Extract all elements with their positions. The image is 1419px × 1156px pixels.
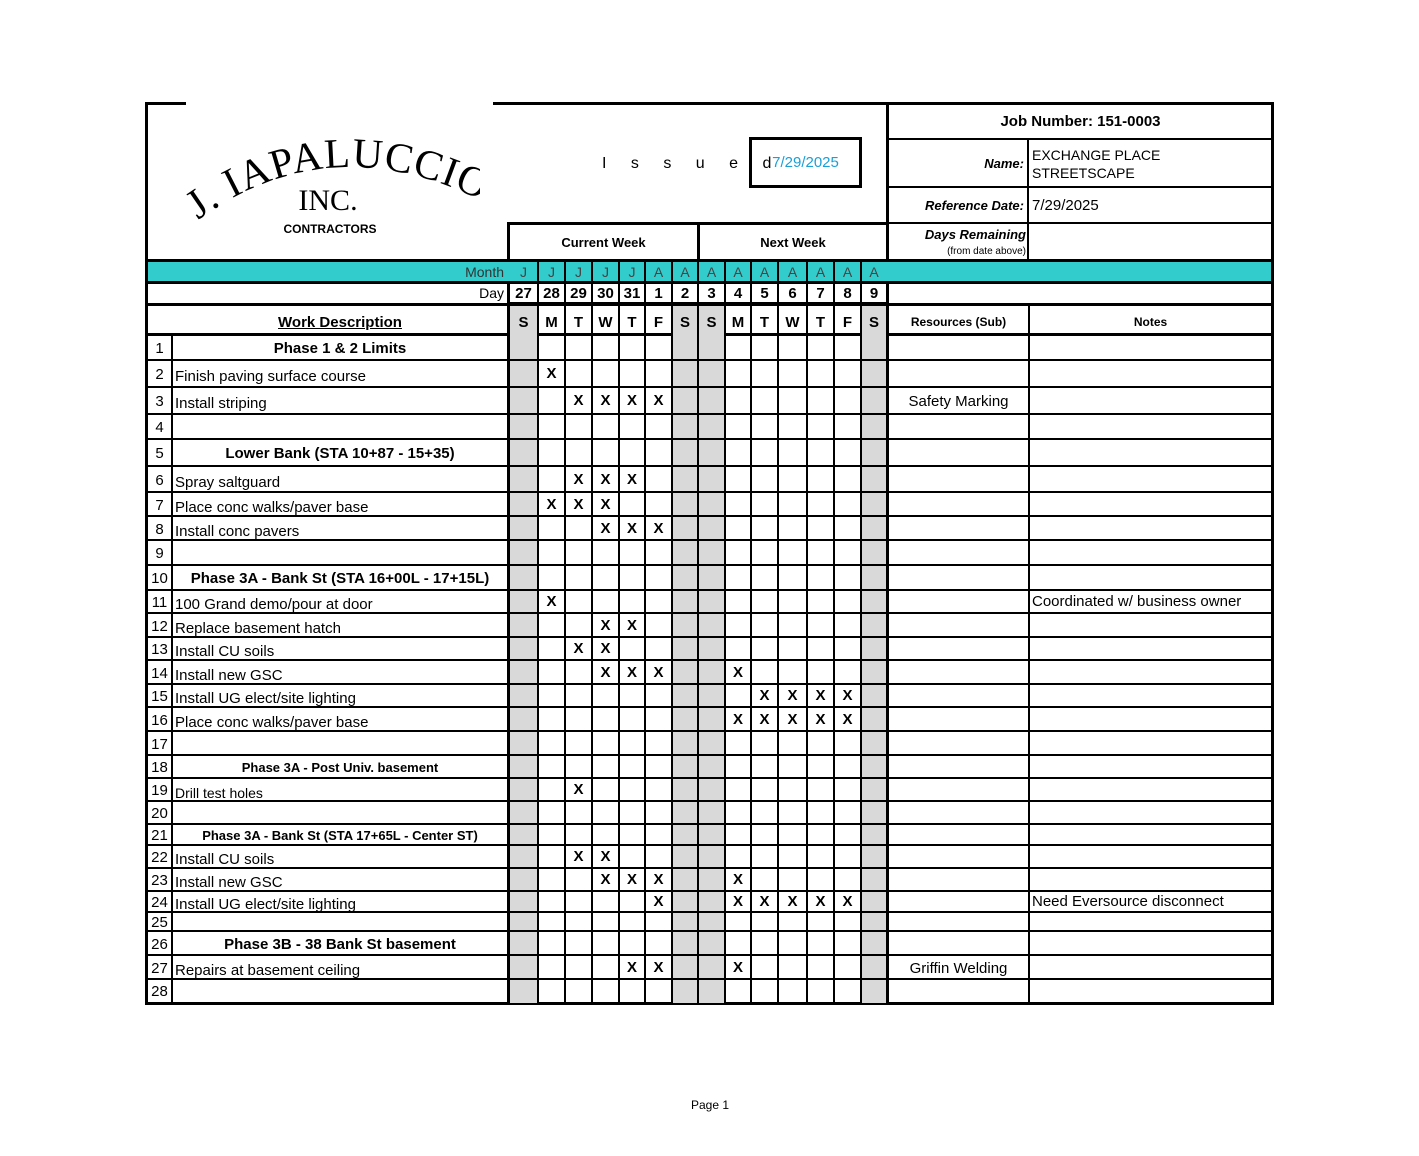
phase-heading: Phase 3B - 38 Bank St basement: [224, 935, 456, 953]
day-number-cell: 5: [760, 284, 769, 302]
row-number: 18: [151, 759, 168, 776]
schedule-mark: X: [573, 848, 584, 865]
resources-header: Resources (Sub): [910, 315, 1007, 329]
task-description: Install conc pavers: [175, 522, 300, 540]
schedule-mark: X: [759, 687, 770, 704]
day-number-cell: 8: [843, 284, 852, 302]
weekday-cell: T: [759, 313, 770, 331]
svg-text:CONTRACTORS: CONTRACTORS: [283, 222, 377, 236]
schedule-mark: X: [842, 710, 853, 728]
row-number: 26: [151, 935, 168, 953]
schedule-mark: X: [815, 687, 826, 704]
weekday-cell: T: [573, 313, 584, 331]
month-cell: J: [575, 263, 582, 280]
weekend-shade: [673, 306, 697, 1003]
svg-text:INC.: INC.: [298, 184, 358, 217]
notes-header: Notes: [1133, 315, 1168, 329]
schedule-mark: X: [815, 710, 826, 728]
task-description: Install UG elect/site lighting: [175, 896, 356, 913]
row-number: 15: [151, 688, 168, 705]
row-number: 2: [155, 366, 164, 383]
schedule-mark: X: [573, 781, 584, 798]
weekday-cell: M: [731, 313, 745, 331]
day-number-cell: 28: [543, 284, 560, 302]
days-remaining-label: Days Remaining: [924, 226, 1026, 242]
job-number: Job Number: 151-0003: [1000, 112, 1161, 130]
row-number: 27: [151, 959, 168, 977]
schedule-mark: X: [600, 519, 611, 537]
schedule-mark: X: [787, 710, 798, 728]
month-cell: J: [548, 263, 555, 280]
weekend-shade: [699, 306, 724, 1003]
weekday-cell: F: [842, 313, 853, 331]
row-number: 4: [155, 419, 164, 436]
schedule-mark: X: [626, 392, 637, 409]
schedule-mark: X: [842, 687, 853, 704]
row-number: 8: [155, 520, 164, 538]
schedule-mark: X: [732, 871, 743, 888]
phase-heading: Phase 1 & 2 Limits: [273, 340, 407, 357]
row-number: 11: [151, 594, 168, 611]
phase-heading: Lower Bank (STA 10+87 - 15+35): [225, 445, 455, 462]
schedule-mark: X: [653, 871, 664, 888]
month-cell: A: [759, 263, 770, 280]
row-number: 21: [151, 827, 168, 844]
reference-date-label: Reference Date:: [925, 197, 1024, 213]
schedule-mark: X: [600, 848, 611, 865]
row-number: 12: [151, 617, 168, 635]
day-number-cell: 9: [869, 284, 879, 302]
logo-graphic: [180, 138, 480, 248]
month-cell: J: [602, 263, 609, 280]
weekday-cell: F: [653, 313, 664, 331]
row-number: 3: [155, 393, 164, 410]
day-number-cell: 1: [654, 284, 663, 302]
task-description: Finish paving surface course: [175, 368, 366, 385]
schedule-mark: X: [787, 687, 798, 704]
task-description: Place conc walks/paver base: [175, 498, 369, 516]
resource-cell: Safety Marking: [908, 393, 1009, 410]
work-description-header: Work Description: [278, 313, 402, 331]
schedule-mark: X: [546, 365, 557, 382]
row-number: 25: [151, 914, 168, 931]
weekday-cell: S: [706, 313, 717, 331]
weekday-cell: T: [627, 313, 637, 331]
task-description: Install new GSC: [175, 874, 283, 891]
schedule-mark: X: [815, 893, 826, 910]
row-divider: [145, 867, 1274, 869]
day-label: Day: [479, 285, 504, 301]
schedule-mark: X: [600, 871, 611, 888]
schedule-mark: X: [600, 663, 611, 681]
task-description: Spray saltguard: [175, 473, 281, 491]
schedule-mark: X: [732, 893, 743, 910]
reference-date-value: 7/29/2025: [1032, 196, 1099, 214]
issued-label: I s s u e d: [602, 155, 782, 172]
schedule-mark: X: [626, 871, 637, 888]
day-number-cell: 30: [597, 284, 614, 302]
next-week-label: Next Week: [760, 234, 826, 250]
day-number-cell: 31: [623, 284, 641, 302]
weekday-cell: W: [598, 313, 613, 331]
task-description: Install striping: [175, 395, 267, 412]
row-number: 28: [151, 983, 168, 1000]
schedule-mark: X: [626, 519, 637, 537]
task-description: Install CU soils: [175, 851, 275, 868]
day-number-cell: 7: [816, 284, 825, 302]
company-logo: [180, 138, 480, 248]
row-divider: [145, 413, 1274, 415]
row-number: 9: [155, 545, 164, 562]
row-number: 5: [155, 445, 164, 462]
weekday-cell: T: [815, 313, 826, 331]
schedule-mark: X: [653, 958, 664, 976]
row-divider: [145, 659, 1274, 661]
schedule-mark: X: [600, 495, 611, 513]
weekday-cell: S: [868, 313, 879, 331]
days-remaining-sub: (from date above): [947, 245, 1026, 257]
resource-cell: Griffin Welding: [909, 959, 1008, 977]
schedule-mark: X: [732, 710, 743, 728]
schedule-mark: X: [732, 958, 743, 976]
weekend-shade: [510, 306, 537, 1003]
row-number: 24: [151, 894, 168, 911]
day-number-cell: 2: [680, 284, 690, 302]
row-divider: [145, 800, 1274, 802]
schedule-mark: X: [732, 663, 743, 681]
row-number: 19: [151, 782, 168, 799]
task-description: Replace basement hatch: [175, 619, 341, 637]
weekday-cell: W: [785, 313, 800, 331]
day-column-line: [860, 262, 862, 1005]
phase-heading: Phase 3A - Bank St (STA 16+00L - 17+15L): [190, 570, 490, 587]
month-cell: J: [520, 263, 527, 280]
task-description: Repairs at basement ceiling: [175, 961, 361, 979]
schedule-mark: X: [573, 495, 584, 513]
month-cell: J: [628, 263, 636, 280]
schedule-mark: X: [842, 893, 853, 910]
month-cell: A: [815, 263, 826, 280]
day-column-line: [697, 262, 699, 1005]
row-number: 20: [151, 805, 168, 822]
schedule-mark: X: [759, 893, 770, 910]
day-column-line: [564, 262, 566, 1005]
month-cell: A: [653, 263, 664, 280]
schedule-mark: X: [626, 470, 637, 488]
task-description: Install UG elect/site lighting: [175, 690, 356, 707]
schedule-mark: X: [653, 519, 664, 537]
row-number: 16: [151, 711, 168, 729]
weekday-cell: S: [518, 313, 529, 331]
day-number-cell: 3: [707, 284, 716, 302]
row-number: 14: [151, 664, 168, 682]
schedule-mark: X: [626, 958, 637, 976]
page-number: Page 1: [690, 1098, 730, 1112]
month-cell: A: [733, 263, 743, 280]
name-label: Name:: [984, 155, 1024, 171]
day-number-cell: 29: [570, 284, 587, 302]
schedule-mark: X: [653, 893, 664, 910]
weekend-shade: [862, 306, 886, 1003]
row-divider: [145, 539, 1274, 541]
schedule-mark: X: [600, 616, 611, 634]
task-description: Drill test holes: [175, 784, 263, 801]
row-number: 17: [151, 735, 168, 753]
row-number: 23: [151, 872, 168, 889]
job-name-line2: STREETSCAPE: [1032, 165, 1135, 181]
day-number-cell: 27: [515, 284, 532, 302]
month-label: Month: [465, 263, 504, 280]
schedule-mark: X: [573, 470, 584, 488]
schedule-mark: X: [600, 392, 611, 409]
row-number: 10: [151, 570, 168, 587]
month-cell: A: [680, 263, 690, 280]
note-cell: Need Eversource disconnect: [1032, 893, 1224, 910]
note-cell: Coordinated w/ business owner: [1032, 593, 1242, 610]
schedule-mark: X: [546, 593, 557, 610]
schedule-mark: X: [600, 640, 611, 657]
row-number: 7: [155, 496, 164, 514]
row-divider: [145, 683, 1274, 685]
task-description: Install new GSC: [175, 666, 283, 684]
schedule-mark: X: [573, 392, 584, 409]
row-number: 6: [155, 471, 164, 489]
schedule-mark: X: [573, 640, 584, 657]
row-number: 13: [151, 641, 168, 658]
task-description: 100 Grand demo/pour at door: [175, 596, 373, 613]
task-description: Install CU soils: [175, 643, 275, 660]
day-number-cell: 4: [733, 284, 743, 302]
day-column-line: [671, 262, 673, 1005]
schedule-mark: X: [653, 392, 664, 409]
month-cell: A: [706, 263, 717, 280]
current-week-label: Current Week: [561, 234, 646, 250]
schedule-mark: X: [626, 663, 637, 681]
weekday-cell: M: [545, 313, 558, 331]
schedule-mark: X: [759, 710, 770, 728]
day-number-cell: 6: [788, 284, 797, 302]
row-divider: [145, 491, 1274, 493]
month-cell: A: [869, 263, 879, 280]
svg-text:J. IAPALUCCIO: J. IAPALUCCI: [180, 138, 466, 229]
row-number: 22: [151, 849, 168, 866]
weekday-cell: S: [679, 313, 690, 331]
row-number: 1: [155, 340, 164, 357]
schedule-mark: X: [653, 663, 664, 681]
month-cell: A: [842, 263, 853, 280]
phase-heading: Phase 3A - Post Univ. basement: [241, 760, 439, 775]
task-description: Place conc walks/paver base: [175, 713, 369, 731]
schedule-mark: X: [626, 616, 637, 634]
issued-date: 7/29/2025: [772, 154, 839, 171]
job-name-line1: EXCHANGE PLACE: [1032, 147, 1161, 163]
phase-heading: Phase 3A - Bank St (STA 17+65L - Center ST): [202, 828, 478, 843]
schedule-mark: X: [787, 893, 798, 910]
schedule-mark: X: [546, 495, 557, 513]
month-cell: A: [787, 263, 798, 280]
schedule-mark: X: [600, 470, 611, 488]
job-name: [1032, 146, 1270, 182]
